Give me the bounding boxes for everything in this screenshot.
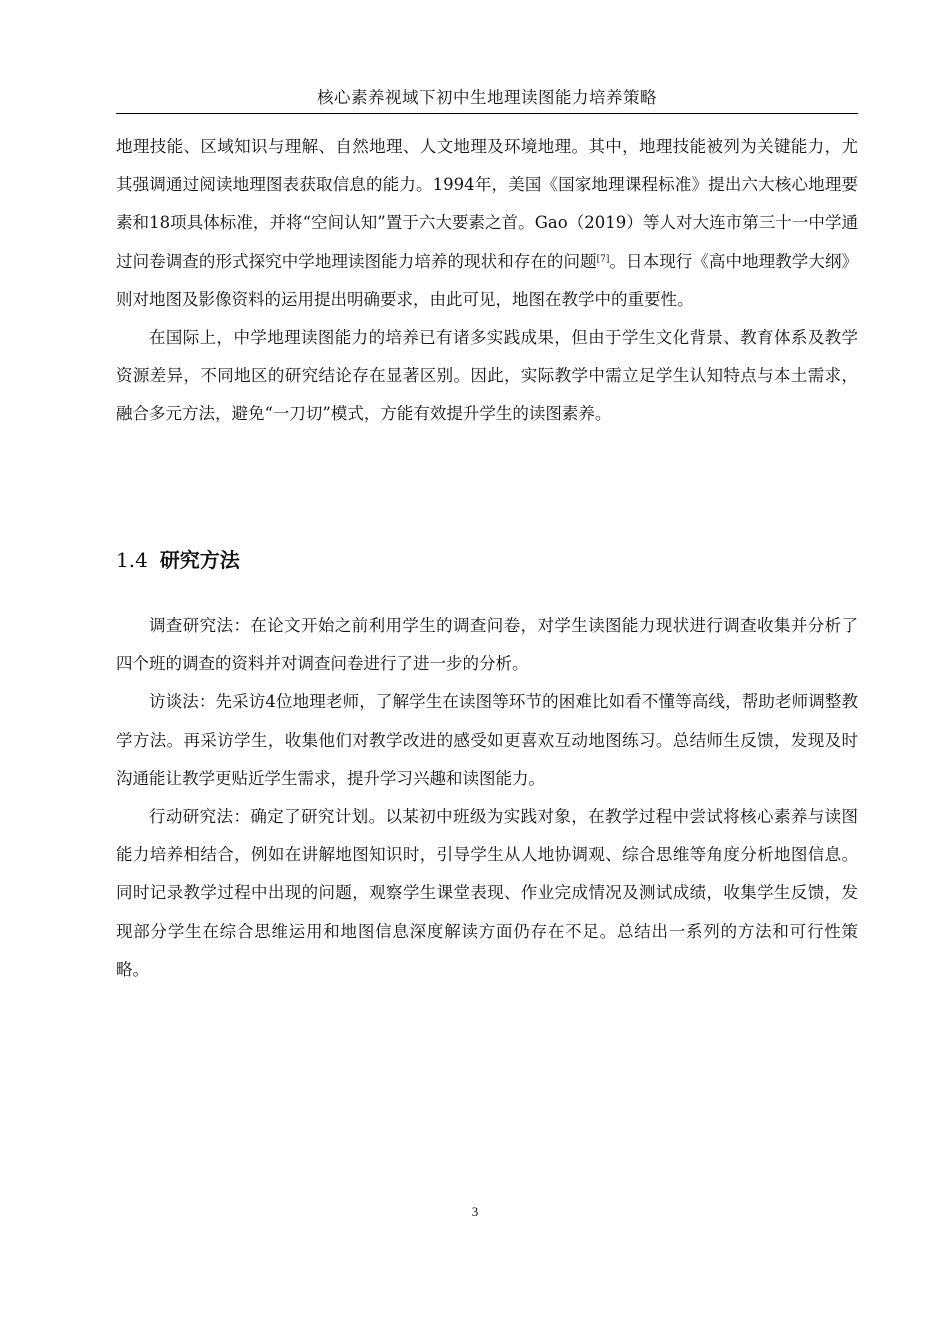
page-number: 3	[471, 1204, 479, 1219]
paragraph-continued	[116, 128, 858, 319]
paragraph-text: 。日本现行《高中地理教学大纲》则对地图及影像资料的运用提出明确要求，由此可见，地图在教学中的重要性。	[116, 251, 859, 309]
methods-text-block	[116, 607, 858, 989]
intro-text-block	[116, 128, 858, 434]
section-title: 研究方法	[159, 548, 240, 572]
paragraph-text: 地理技能、区域知识与理解、自然地理、人文地理及环境地理。其中，地理技能被列为关键能力，尤其强调通过阅读地理图表获取信息的能力。1994年，美国《国家地理课程标准》提出六大核心地理要素和18项具体标准，并将“空间认知”置于六大要素之首。Gao（2019）等人对大连市第三十一中学通过问卷调查的形式探究中学地理读图能力培养的现状和存在的问题	[116, 137, 858, 271]
paragraph-action-research-method: 行动研究法：确定了研究计划。以某初中班级为实践对象，在教学过程中尝试将核心素养与读图能力培养相结合，例如在讲解地图知识时，引导学生从人地协调观、综合思维等角度分析地图信息。同时记录教学过程中出现的问题，观察学生课堂表现、作业完成情况及测试成绩，收集学生反馈，发现部分学生在综合思维运用和地图信息深度解读方面仍存在不足。总结出一系列的方法和可行性策略。	[116, 807, 858, 979]
header-rule	[116, 113, 858, 114]
running-header: 核心素养视域下初中生地理读图能力培养策略	[317, 88, 657, 107]
paragraph-survey-method: 调查研究法：在论文开始之前利用学生的调查问卷，对学生读图能力现状进行调查收集并分析了四个班的调查的资料并对调查问卷进行了进一步的分析。	[116, 616, 858, 674]
paragraph-interview-method: 访谈法：先采访4位地理老师，了解学生在读图等环节的困难比如看不懂等高线，帮助老师调整教学方法。再采访学生，收集他们对教学改进的感受如更喜欢互动地图练习。总结师生反馈，发现及时沟通能让教学更贴近学生需求，提升学习兴趣和读图能力。	[116, 692, 858, 788]
section-number: 1.4	[116, 548, 148, 572]
section-heading	[116, 545, 240, 575]
paragraph-international: 在国际上，中学地理读图能力的培养已有诸多实践成果，但由于学生文化背景、教育体系及教学资源差异，不同地区的研究结论存在显著区别。因此，实际教学中需立足学生认知特点与本土需求，融合多元方法，避免“一刀切”模式，方能有效提升学生的读图素养。	[116, 328, 858, 424]
citation-superscript: [7]	[596, 254, 610, 265]
